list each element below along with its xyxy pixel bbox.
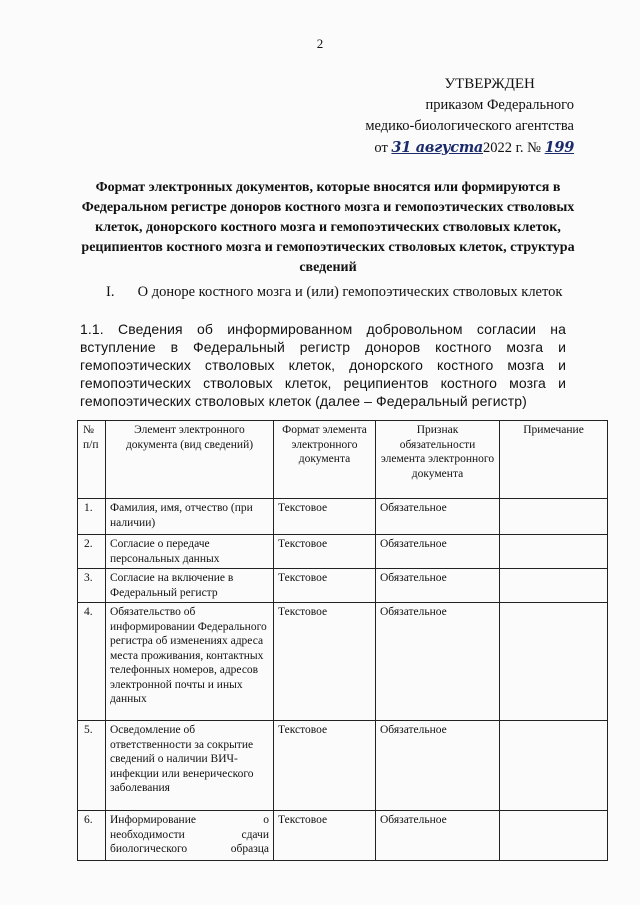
row-note [500, 721, 608, 811]
table-row [78, 535, 608, 569]
table-row [78, 569, 608, 603]
row-required: Обязательное [376, 721, 500, 811]
table-header-row [78, 421, 608, 499]
row-element: Осведомление об ответственности за сокрытие сведений о наличии ВИЧ-инфекции или венерического заболевания [106, 721, 274, 811]
row-number: 6. [78, 811, 106, 861]
row-note [500, 811, 608, 861]
row-element: Информирование о необходимости сдачи биологического образца [106, 811, 274, 861]
row-required: Обязательное [376, 569, 500, 603]
row-format: Текстовое [274, 603, 376, 721]
header-format: Формат элемента электронного документа [274, 421, 376, 499]
row-note [500, 603, 608, 721]
table-row [78, 811, 608, 861]
approval-date-line [365, 137, 574, 159]
date-prefix: от [374, 140, 388, 156]
row-number: 3. [78, 569, 106, 603]
header-note: Примечание [500, 421, 608, 499]
row-element: Фамилия, имя, отчество (при наличии) [106, 499, 274, 535]
row-number: 4. [78, 603, 106, 721]
header-element: Элемент электронного документа (вид сведений) [106, 421, 274, 499]
row-required: Обязательное [376, 535, 500, 569]
section-number: I. [106, 284, 115, 300]
page-number: 2 [316, 36, 324, 51]
section-heading [106, 284, 562, 301]
row-format: Текстовое [274, 811, 376, 861]
header-number: № п/п [78, 421, 106, 499]
row-format: Текстовое [274, 721, 376, 811]
header-required: Признак обязательности элемента электронного документа [376, 421, 500, 499]
row-number: 5. [78, 721, 106, 811]
handwritten-order-number: 199 [544, 139, 574, 156]
row-required: Обязательное [376, 603, 500, 721]
row-note [500, 499, 608, 535]
approval-block [365, 74, 574, 159]
row-required: Обязательное [376, 811, 500, 861]
document-title: Формат электронных документов, которые вносятся или формируются в Федеральном регистре доноров костного мозга и гемопоэтических стволовых клеток, донорского костного мозга и гемопоэтических стволовых клеток, реципиентов костного мозга и гемопоэтических стволовых клеток, структура сведений [81, 180, 575, 275]
row-element: Согласие о передаче персональных данных [106, 535, 274, 569]
approval-line-1: приказом Федерального [425, 97, 574, 113]
row-note [500, 569, 608, 603]
row-format: Текстовое [274, 569, 376, 603]
row-number: 2. [78, 535, 106, 569]
section-title: О доноре костного мозга и (или) гемопоэтических стволовых клеток [137, 284, 563, 300]
handwritten-date: 31 августа [391, 139, 483, 156]
approved-label: УТВЕРЖДЕН [444, 76, 535, 92]
row-number: 1. [78, 499, 106, 535]
row-element: Обязательство об информировании Федерального регистра об изменениях адреса места проживания, контактных телефонных номеров, адресов электронной почты и иных данных [106, 603, 274, 721]
table-row [78, 721, 608, 811]
table-row [78, 499, 608, 535]
date-suffix: 2022 г. № [482, 140, 541, 156]
row-required: Обязательное [376, 499, 500, 535]
row-format: Текстовое [274, 535, 376, 569]
row-note [500, 535, 608, 569]
approval-line-2: медико-биологического агентства [365, 118, 574, 134]
fields-table [77, 420, 608, 861]
row-format: Текстовое [274, 499, 376, 535]
intro-paragraph: 1.1. Сведения об информированном добровольном согласии на вступление в Федеральный регистр доноров костного мозга и гемопоэтических стволовых клеток, донорского костного мозга и гемопоэтических стволовых клеток, реципиентов костного мозга и гемопоэтических стволовых клеток (далее – Федеральный регистр) [80, 321, 566, 409]
row-element: Согласие на включение в Федеральный регистр [106, 569, 274, 603]
table-row [78, 603, 608, 721]
